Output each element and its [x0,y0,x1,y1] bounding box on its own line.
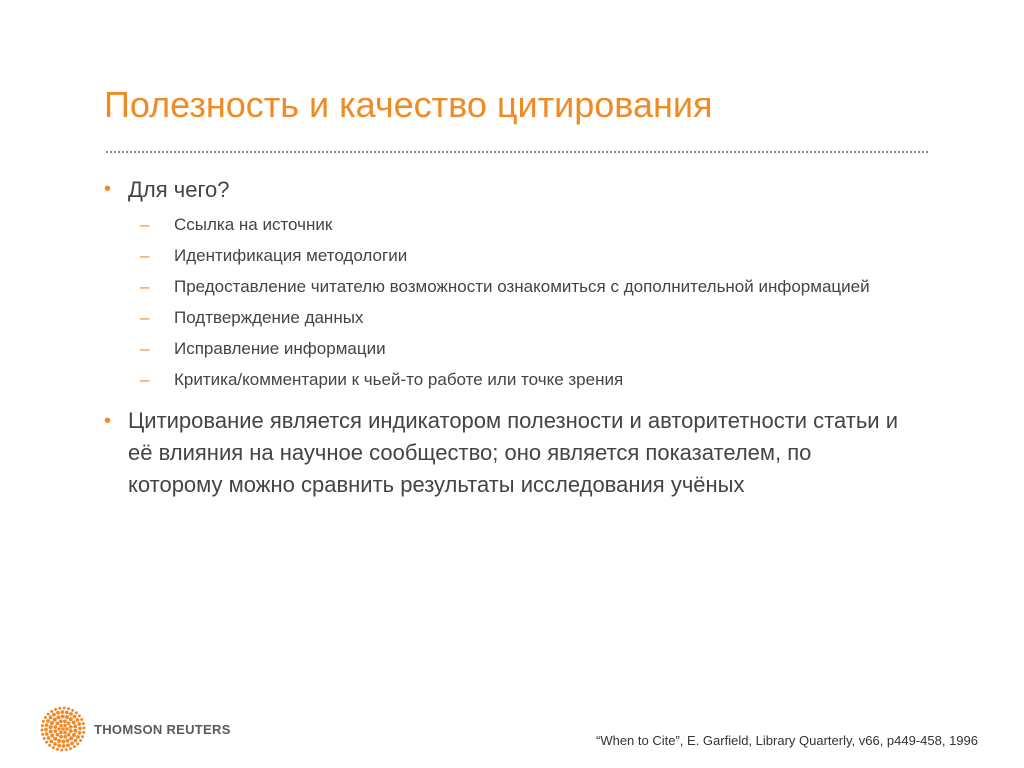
list-item [104,306,904,329]
purpose-sub-list [104,213,904,391]
list-item-text: Критика/комментарии к чьей-то работе или точке зрения [174,370,624,389]
bullet-citation-indicator [104,405,898,501]
bullet-dot-icon: • [104,178,112,200]
company-logo [40,706,231,752]
list-item [104,337,904,360]
dash-icon: – [140,277,150,296]
thomson-reuters-sphere-icon [40,706,86,752]
list-item-text: Предоставление читателю возможности ознакомиться с дополнительной информацией [174,277,870,296]
dash-icon: – [140,339,150,358]
list-item-text: Идентификация методологии [174,246,408,265]
title-divider [106,151,928,153]
list-item-text: Исправление информации [174,339,386,358]
list-item-text: Подтверждение данных [174,308,364,327]
list-item [104,275,904,298]
logo-text: THOMSON REUTERS [94,721,231,737]
bullet-citation-text: Цитирование является индикатором полезности и авторитетности статьи и её влияния на научное сообщество; оно является показателем, по которому можно сравнить результаты исследования учёных [128,408,898,497]
slide-title: Полезность и качество цитирования [104,84,713,125]
citation-source: “When to Cite”, E. Garfield, Library Quarterly, v66, p449-458, 1996 [596,733,978,748]
bullet-purpose [104,174,904,205]
list-item [104,244,904,267]
slide-content [104,174,904,501]
dash-icon: – [140,308,150,327]
dash-icon: – [140,215,150,234]
bullet-dot-icon: • [104,410,112,432]
list-item [104,213,904,236]
dash-icon: – [140,246,150,265]
list-item [104,368,904,391]
bullet-purpose-label: Для чего? [128,177,230,202]
dash-icon: – [140,370,150,389]
list-item-text: Ссылка на источник [174,215,333,234]
